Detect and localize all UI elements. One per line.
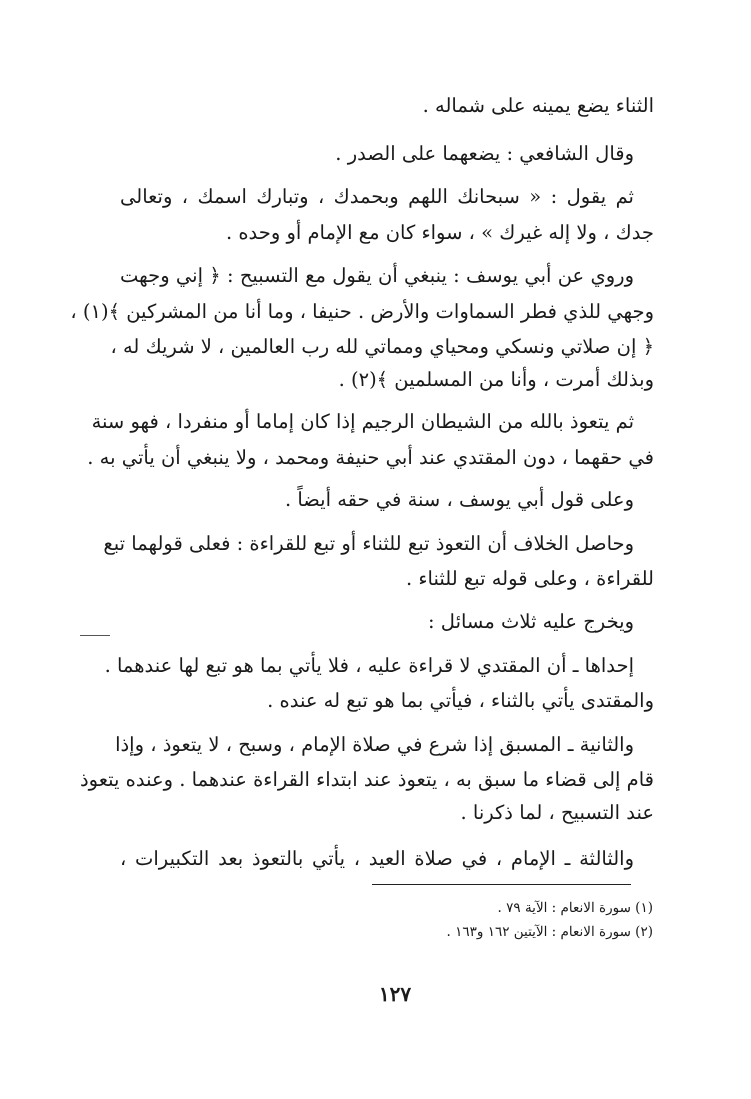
text-line: عند التسبيح ، لما ذكرنا . — [460, 801, 654, 824]
text-line: وحاصل الخلاف أن التعوذ تبع للثناء أو تبع للقراءة : فعلى قولهما تبع — [103, 532, 634, 555]
text-line: ﴿ إن صلاتي ونسكي ومحياي ومماتي لله رب العالمين ، لا شريك له ، — [110, 335, 654, 358]
text-line: والثالثة ـ الإمام ، في صلاة العيد ، يأتي بالتعوذ بعد التكبيرات ، — [120, 847, 634, 870]
text-line: وجهي للذي فطر السماوات والأرض . حنيفا ، وما أنا من المشركين ﴾(١) ، — [70, 300, 654, 323]
text-line: الثناء يضع يمينه على شماله . — [422, 94, 654, 117]
text-line: وقال الشافعي : يضعهما على الصدر . — [335, 142, 634, 165]
text-line: وعلى قول أبي يوسف ، سنة في حقه أيضاً . — [284, 488, 634, 511]
footnote: (٢) سورة الانعام : الآيتين ١٦٢ و١٦٣ . — [446, 924, 653, 940]
page-number: ١٢٧ — [378, 982, 412, 1006]
text-line: إحداها ـ أن المقتدي لا قراءة عليه ، فلا يأتي بما هو تبع لها عندهما . — [104, 654, 634, 677]
text-line: ويخرج عليه ثلاث مسائل : — [428, 610, 634, 633]
text-line: جدك ، ولا إله غيرك » ، سواء كان مع الإمام أو وحده . — [225, 221, 654, 244]
text-line: وبذلك أمرت ، وأنا من المسلمين ﴾(٢) . — [338, 368, 654, 391]
text-line: قام إلى قضاء ما سبق به ، يتعوذ عند ابتداء القراءة عندهما . وعنده يتعوذ — [79, 768, 654, 791]
footnote-divider — [372, 884, 631, 885]
text-line: والمقتدى يأتي بالثناء ، فيأتي بما هو تبع له عنده . — [267, 689, 654, 712]
text-line: وروي عن أبي يوسف : ينبغي أن يقول مع التسبيح : ﴿ إني وجهت — [120, 264, 634, 287]
text-line: في حقهما ، دون المقتدي عند أبي حنيفة ومحمد ، ولا ينبغي أن يأتي به . — [87, 446, 654, 469]
footnote: (١) سورة الانعام : الآية ٧٩ . — [497, 900, 653, 916]
text-line: ثم يتعوذ بالله من الشيطان الرجيم إذا كان إماما أو منفردا ، فهو سنة — [91, 410, 634, 433]
text-line: ثم يقول : « سبحانك اللهم وبحمدك ، وتبارك اسمك ، وتعالى — [120, 185, 634, 208]
margin-mark — [80, 635, 110, 636]
text-line: والثانية ـ المسبق إذا شرع في صلاة الإمام ، وسبح ، لا يتعوذ ، وإذا — [115, 733, 634, 756]
text-line: للقراءة ، وعلى قوله تبع للثناء . — [405, 567, 654, 590]
